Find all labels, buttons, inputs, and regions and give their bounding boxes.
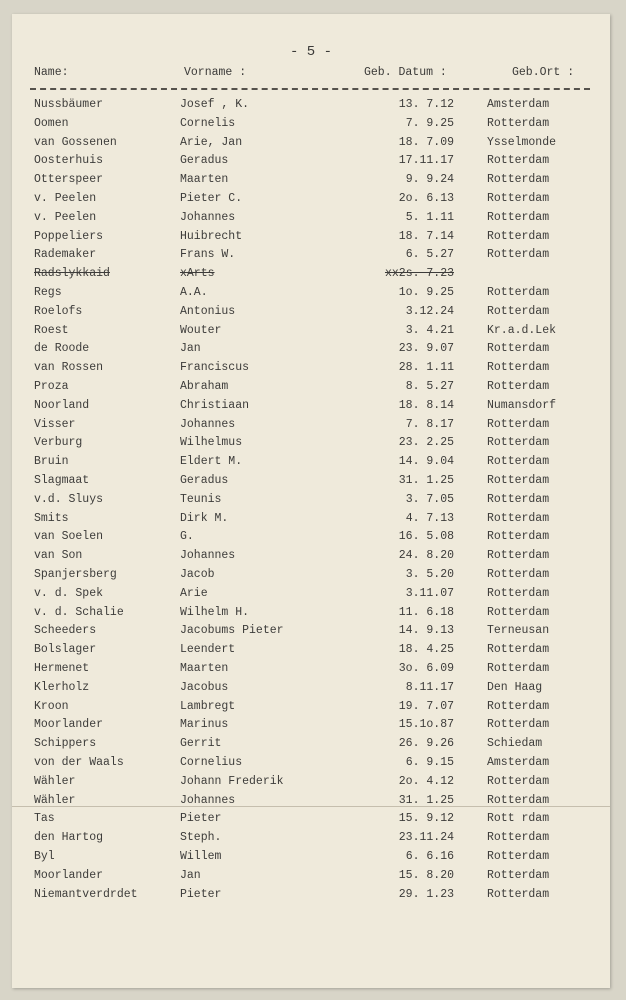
table-row	[12, 493, 610, 511]
person-surname: van Soelen	[34, 530, 104, 544]
birth-place: Rotterdam	[487, 455, 550, 469]
birth-date: xx2s. 7.23	[384, 267, 454, 281]
person-surname: Verburg	[34, 436, 83, 450]
table-row	[12, 831, 610, 849]
birth-date: 24. 8.20	[398, 549, 454, 563]
table-row	[12, 305, 610, 323]
birth-date: 3. 4.21	[405, 323, 454, 337]
person-surname: v.d. Sluys	[34, 492, 104, 506]
table-row	[12, 380, 610, 398]
table-row	[12, 624, 610, 642]
person-firstname: Johannes	[180, 793, 236, 807]
person-firstname: Frans W.	[180, 248, 236, 262]
birth-date: 18. 4.25	[398, 643, 454, 657]
birth-place: Rotterdam	[487, 417, 550, 431]
table-header	[12, 66, 610, 86]
table-row	[12, 98, 610, 116]
table-row	[12, 436, 610, 454]
birth-place: Rotterdam	[487, 436, 550, 450]
birth-date: 4. 7.13	[405, 511, 454, 525]
table-row	[12, 399, 610, 417]
birth-date: 5. 1.11	[405, 210, 454, 224]
birth-place: Rotterdam	[487, 774, 550, 788]
birth-place: Amsterdam	[487, 756, 550, 769]
person-firstname: Wilhelmus	[180, 436, 243, 450]
birth-place: Rott rdam	[487, 812, 550, 826]
birth-place: Rotterdam	[487, 492, 550, 506]
birth-date: 26. 9.26	[398, 737, 454, 751]
birth-date: 3o. 6.09	[398, 662, 454, 675]
person-firstname: G.	[180, 530, 194, 544]
person-firstname: Maarten	[180, 173, 229, 187]
person-firstname: Wouter	[180, 323, 222, 337]
birth-place: Rotterdam	[487, 868, 550, 882]
birth-date: 18. 7.09	[398, 135, 454, 149]
birth-place: Terneusan	[487, 624, 550, 638]
birth-date: 8. 5.27	[405, 380, 454, 393]
person-firstname: Jan	[180, 342, 201, 356]
header-divider	[30, 88, 590, 90]
person-firstname: Christiaan	[180, 398, 250, 412]
person-surname: Scheeders	[34, 624, 97, 638]
person-firstname: xArts	[180, 267, 215, 281]
birth-date: 2o. 4.12	[398, 774, 454, 788]
birth-date: 15.1o.87	[398, 718, 454, 732]
person-firstname: Jan	[180, 868, 201, 882]
birth-date: 15. 8.20	[398, 868, 454, 882]
person-surname: Oosterhuis	[34, 154, 104, 168]
birth-date: 6. 6.16	[405, 850, 454, 863]
table-row	[12, 568, 610, 586]
birth-date: 3. 5.20	[405, 568, 454, 581]
birth-place: Numansdorf	[487, 398, 557, 412]
document-page	[12, 14, 610, 988]
birth-place: Rotterdam	[487, 210, 550, 224]
table-row	[12, 248, 610, 266]
birth-place: Rotterdam	[487, 887, 550, 901]
birth-date: 8.11.17	[405, 680, 454, 694]
birth-date: 31. 1.25	[398, 793, 454, 807]
birth-date: 14. 9.13	[398, 624, 454, 638]
table-row	[12, 869, 610, 887]
person-firstname: Huibrecht	[180, 229, 243, 243]
person-surname: Bolslager	[34, 643, 97, 657]
birth-date: 18. 7.14	[398, 229, 454, 243]
table-row	[12, 512, 610, 530]
person-surname: Bruin	[34, 455, 69, 469]
header-vorname: Vorname :	[184, 66, 247, 79]
birth-place: Rotterdam	[487, 229, 550, 243]
person-surname: Otterspeer	[34, 173, 104, 187]
birth-date: 23. 2.25	[398, 436, 454, 450]
person-surname: Regs	[34, 286, 62, 299]
birth-place: Rotterdam	[487, 568, 550, 581]
birth-place: Rotterdam	[487, 380, 550, 393]
person-firstname: Geradus	[180, 154, 229, 168]
birth-place: Rotterdam	[487, 154, 550, 168]
birth-date: 9. 9.24	[405, 173, 454, 187]
table-row	[12, 154, 610, 172]
birth-place: Rotterdam	[487, 304, 550, 318]
person-surname: van Rossen	[34, 361, 104, 375]
birth-place: Rotterdam	[487, 831, 550, 845]
table-row	[12, 756, 610, 774]
person-surname: Klerholz	[34, 680, 90, 694]
person-surname: v. Peelen	[34, 210, 97, 224]
table-row	[12, 812, 610, 830]
person-firstname: Cornelis	[180, 116, 236, 130]
person-firstname: Jacob	[180, 568, 215, 581]
person-firstname: Antonius	[180, 304, 236, 318]
birth-place: Rotterdam	[487, 511, 550, 525]
person-firstname: A.A.	[180, 286, 208, 299]
table-row	[12, 718, 610, 736]
person-firstname: Leendert	[180, 643, 236, 657]
person-surname: Poppeliers	[34, 229, 104, 243]
table-row	[12, 888, 610, 906]
table-row	[12, 794, 610, 812]
birth-date: 31. 1.25	[398, 474, 454, 487]
birth-place: Rotterdam	[487, 605, 550, 619]
person-surname: Roelofs	[34, 304, 83, 318]
table-row	[12, 136, 610, 154]
birth-place: Den Haag	[487, 680, 543, 694]
table-row	[12, 775, 610, 793]
person-surname: den Hartog	[34, 831, 104, 845]
birth-place: Amsterdam	[487, 98, 550, 111]
birth-place: Rotterdam	[487, 586, 550, 600]
table-row	[12, 850, 610, 868]
birth-place: Rotterdam	[487, 530, 550, 544]
birth-place: Rotterdam	[487, 116, 550, 130]
person-surname: de Roode	[34, 342, 90, 356]
birth-date: 19. 7.07	[398, 699, 454, 713]
birth-place: Rotterdam	[487, 699, 550, 713]
birth-date: 7. 9.25	[405, 116, 454, 130]
table-row	[12, 530, 610, 548]
person-firstname: Eldert M.	[180, 455, 243, 469]
person-surname: Slagmaat	[34, 474, 90, 487]
person-surname: Wähler	[34, 793, 76, 807]
birth-date: 7. 8.17	[405, 417, 454, 431]
person-firstname: Johannes	[180, 417, 236, 431]
person-surname: Proza	[34, 380, 69, 393]
table-row	[12, 361, 610, 379]
table-row	[12, 455, 610, 473]
table-row	[12, 324, 610, 342]
birth-place: Rotterdam	[487, 192, 550, 205]
birth-place: Rotterdam	[487, 850, 550, 863]
person-firstname: Arie, Jan	[180, 135, 243, 149]
birth-date: 1o. 9.25	[398, 286, 454, 299]
person-firstname: Johann Frederik	[180, 774, 284, 788]
person-surname: Tas	[34, 812, 55, 826]
birth-place: Rotterdam	[487, 793, 550, 807]
person-firstname: Abraham	[180, 380, 229, 393]
birth-place: Rotterdam	[487, 286, 550, 299]
person-surname: Roest	[34, 323, 69, 337]
person-firstname: Teunis	[180, 492, 222, 506]
person-surname: Radslykkaid	[34, 267, 110, 281]
person-firstname: Geradus	[180, 474, 229, 487]
person-surname: von der Waals	[34, 756, 124, 769]
person-surname: van Gossenen	[34, 135, 117, 149]
person-surname: Smits	[34, 511, 69, 525]
person-firstname: Jacobus	[180, 680, 229, 694]
birth-date: 23. 9.07	[398, 342, 454, 356]
person-firstname: Johannes	[180, 210, 236, 224]
table-row	[12, 474, 610, 492]
table-row	[12, 192, 610, 210]
birth-place: Rotterdam	[487, 173, 550, 187]
table-row	[12, 173, 610, 191]
birth-place: Rotterdam	[487, 474, 550, 487]
birth-date: 18. 8.14	[398, 398, 454, 412]
person-firstname: Cornelius	[180, 756, 243, 769]
person-surname: Nussbäumer	[34, 98, 104, 111]
birth-date: 3. 7.05	[405, 492, 454, 506]
table-row	[12, 737, 610, 755]
person-surname: Byl	[34, 850, 55, 863]
table-row	[12, 342, 610, 360]
birth-date: 29. 1.23	[398, 887, 454, 901]
birth-date: 17.11.17	[398, 154, 454, 168]
table-row	[12, 230, 610, 248]
birth-date: 15. 9.12	[398, 812, 454, 826]
person-surname: Oomen	[34, 116, 69, 130]
person-firstname: Pieter	[180, 812, 222, 826]
person-firstname: Pieter	[180, 887, 222, 901]
person-surname: van Son	[34, 549, 83, 563]
table-row	[12, 211, 610, 229]
table-row	[12, 606, 610, 624]
table-row	[12, 549, 610, 567]
person-firstname: Arie	[180, 586, 208, 600]
birth-date: 23.11.24	[398, 831, 454, 845]
person-surname: Rademaker	[34, 248, 97, 262]
header-geb-datum: Geb. Datum :	[364, 66, 447, 79]
person-firstname: Lambregt	[180, 699, 236, 713]
birth-place: Ysselmonde	[487, 135, 557, 149]
birth-place: Rotterdam	[487, 361, 550, 375]
birth-place: Rotterdam	[487, 662, 550, 675]
birth-place: Rotterdam	[487, 342, 550, 356]
birth-place: Kr.a.d.Lek	[487, 323, 557, 337]
person-firstname: Willem	[180, 850, 222, 863]
person-surname: v. Peelen	[34, 192, 97, 205]
table-row	[12, 286, 610, 304]
person-firstname: Johannes	[180, 549, 236, 563]
person-firstname: Dirk M.	[180, 511, 229, 525]
person-firstname: Marinus	[180, 718, 229, 732]
table-row	[12, 662, 610, 680]
person-firstname: Gerrit	[180, 737, 222, 751]
birth-date: 28. 1.11	[398, 361, 454, 375]
birth-date: 2o. 6.13	[398, 192, 454, 205]
person-firstname: Josef , K.	[180, 98, 250, 111]
birth-place: Rotterdam	[487, 643, 550, 657]
person-firstname: Franciscus	[180, 361, 250, 375]
person-surname: v. d. Schalie	[34, 605, 124, 619]
person-surname: v. d. Spek	[34, 586, 104, 600]
table-row	[12, 117, 610, 135]
person-surname: Noorland	[34, 398, 90, 412]
birth-place: Schiedam	[487, 737, 543, 751]
person-surname: Schippers	[34, 737, 97, 751]
person-surname: Wähler	[34, 774, 76, 788]
birth-date: 11. 6.18	[398, 605, 454, 619]
person-firstname: Wilhelm H.	[180, 605, 250, 619]
birth-date: 6. 5.27	[405, 248, 454, 262]
birth-date: 13. 7.12	[398, 98, 454, 111]
birth-place: Rotterdam	[487, 248, 550, 262]
birth-place: Rotterdam	[487, 718, 550, 732]
person-surname: Moorlander	[34, 718, 104, 732]
person-firstname: Steph.	[180, 831, 222, 845]
birth-date: 6. 9.15	[405, 756, 454, 769]
birth-place: Rotterdam	[487, 549, 550, 563]
birth-date: 3.11.07	[405, 586, 454, 600]
person-surname: Moorlander	[34, 868, 104, 882]
table-row	[12, 700, 610, 718]
page-number: - 5 -	[289, 44, 332, 60]
birth-date: 16. 5.08	[398, 530, 454, 544]
header-name: Name:	[34, 66, 69, 79]
birth-date: 14. 9.04	[398, 455, 454, 469]
table-row	[12, 587, 610, 605]
person-firstname: Jacobums Pieter	[180, 624, 284, 638]
table-row	[12, 643, 610, 661]
header-geb-ort: Geb.Ort :	[512, 66, 575, 79]
birth-date: 3.12.24	[405, 304, 454, 318]
table-row	[12, 267, 610, 285]
person-surname: Hermenet	[34, 662, 90, 675]
person-firstname: Maarten	[180, 662, 229, 675]
person-surname: Kroon	[34, 699, 69, 713]
person-surname: Niemantverdrdet	[34, 887, 138, 901]
person-surname: Visser	[34, 417, 76, 431]
person-surname: Spanjersberg	[34, 568, 117, 581]
table-row	[12, 418, 610, 436]
person-firstname: Pieter C.	[180, 192, 243, 205]
table-row	[12, 681, 610, 699]
